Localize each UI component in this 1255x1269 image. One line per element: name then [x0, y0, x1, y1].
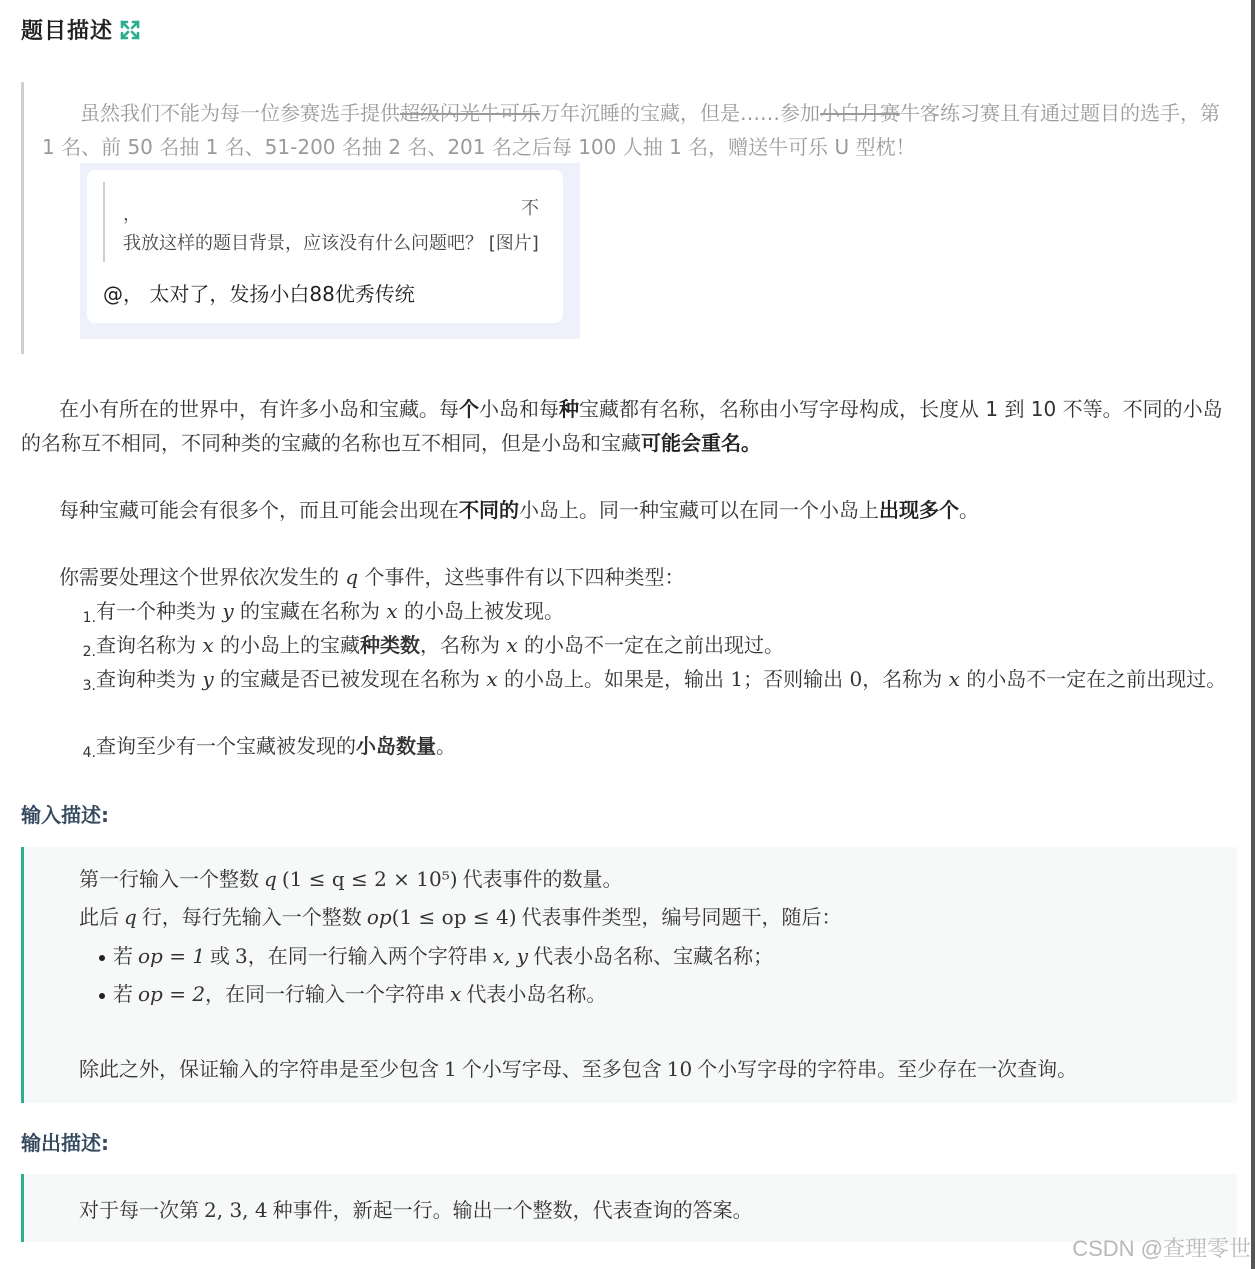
paragraph-3: 你需要处理这个世界依次发生的 q 个事件，这些事件有以下四种类型：: [59, 565, 685, 589]
output-line: 对于每一次第 2, 3, 4 种事件，新起一行。输出一个整数，代表查询的答案。: [79, 1198, 753, 1222]
list-item: 2.查询名称为 x 的小岛上的宝藏种类数，名称为 x 的小岛不一定在之前出现过。: [82, 633, 784, 660]
bullet-icon: [99, 993, 105, 999]
list-item: 3.查询种类为 y 的宝藏是否已被发现在名称为 x 的小岛上。如果是，输出 1；否则输出 0，名称为 x 的小岛不一定在之前出现过。: [82, 667, 1227, 694]
input-bullet: 若 op = 2，在同一行输入一个字符串 x 代表小岛名称。: [99, 978, 606, 1007]
output-description: [21, 1174, 1237, 1242]
background-quote: [21, 82, 1237, 354]
paragraph-2: 每种宝藏可能会有很多个，而且可能会出现在不同的小岛上。同一种宝藏可以在同一个小岛上出现多个。: [59, 498, 979, 522]
input-line: 第一行输入一个整数 q (1 ≤ q ≤ 2 × 10⁵) 代表事件的数量。: [79, 867, 623, 891]
input-line: 此后 q 行，每行先输入一个整数 op(1 ≤ op ≤ 4) 代表事件类型，编号同题干，随后：: [79, 905, 842, 929]
input-line: 除此之外，保证输入的字符串是至少包含 1 个小写字母、至多包含 10 个小写字母的字符串。至少存在一次查询。: [79, 1057, 1078, 1081]
bullet-icon: [99, 955, 105, 961]
chat-screenshot: [80, 163, 580, 339]
output-heading: 输出描述:: [21, 1131, 109, 1155]
section-title: [21, 14, 141, 45]
watermark: CSDN @查理零世: [1072, 1236, 1251, 1261]
strikethrough-text: 超级闪光牛可乐: [400, 101, 540, 125]
chat-quote: ， 不 我放这样的题目背景，应该没有什么问题吧？ [图片]: [103, 182, 545, 262]
chat-quote-text: 我放这样的题目背景，应该没有什么问题吧？ [图片]: [123, 233, 539, 254]
story-text: 虽然我们不能为每一位参赛选手提供超级闪光牛可乐万年沉睡的宝藏，但是……参加小白月赛牛客练习赛且有通过题目的选手，第 1 名、前 50 名抽 1 名、51-200 名抽 2 名、201 名之后每 100 人抽 1 名，赠送牛可乐 U 型枕！: [42, 101, 1220, 159]
title-text: 题目描述: [21, 19, 114, 44]
chat-card: [87, 170, 563, 323]
chat-reply: @， 太对了，发扬小白88优秀传统: [103, 282, 415, 306]
list-item: 4.查询至少有一个宝藏被发现的小岛数量。: [82, 734, 456, 761]
strikethrough-text: 小白月赛: [820, 101, 900, 125]
expand-icon[interactable]: [119, 19, 141, 41]
right-edge-border: [1251, 0, 1255, 1269]
input-bullet: 若 op = 1 或 3，在同一行输入两个字符串 x, y 代表小岛名称、宝藏名称；: [99, 940, 773, 969]
input-description: [21, 847, 1237, 1103]
input-heading: 输入描述:: [21, 803, 109, 827]
paragraph-1: 在小有所在的世界中，有许多小岛和宝藏。每个小岛和每种宝藏都有名称，名称由小写字母构成，长度从 1 到 10 不等。不同的小岛的名称互不相同，不同种类的宝藏的名称也互不相同，但是小岛和宝藏可能会重名。: [21, 397, 1223, 455]
list-item: 1.有一个种类为 y 的宝藏在名称为 x 的小岛上被发现。: [82, 599, 565, 626]
